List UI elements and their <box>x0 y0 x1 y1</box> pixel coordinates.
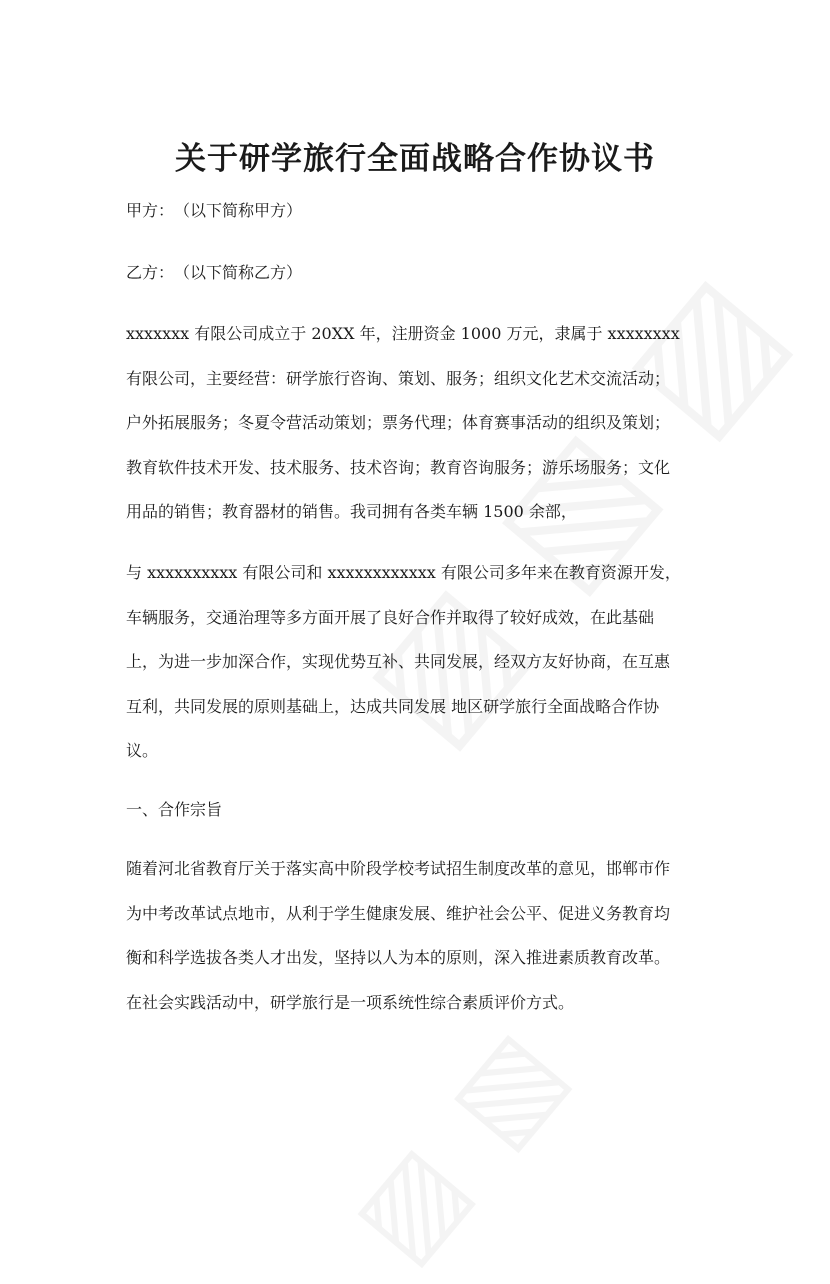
cooperation-paragraph <box>126 551 706 774</box>
paragraph-line: 衡和科学选拔各类人才出发，坚持以人为本的原则，深入推进素质教育改革。 <box>126 948 671 967</box>
party-a-line: 甲方： （以下简称甲方） <box>126 201 303 220</box>
party-b-line: 乙方： （以下简称乙方） <box>126 263 303 282</box>
section1-paragraph <box>126 847 706 1025</box>
paragraph-line: 与 xxxxxxxxxx 有限公司和 xxxxxxxxxxxx 有限公司多年来在教育资源开发， <box>126 563 681 582</box>
paragraph-line: 户外拓展服务；冬夏令营活动策划；票务代理；体育赛事活动的组织及策划； <box>126 413 671 432</box>
paragraph-line: 用品的销售；教育器材的销售。我司拥有各类车辆 1500 余部， <box>126 502 577 521</box>
paragraph-line: 为中考改革试点地市，从利于学生健康发展、维护社会公平、促进义务教育均 <box>126 903 671 923</box>
section-heading: 一、合作宗旨 <box>126 800 223 819</box>
paragraph-line: 上，为进一步加深合作，实现优势互补、共同发展，经双方友好协商，在互惠 <box>126 652 671 671</box>
document-title: 关于研学旅行全面战略合作协议书 <box>175 140 655 177</box>
paragraph-line: 车辆服务，交通治理等多方面开展了良好合作并取得了较好成效，在此基础 <box>126 607 655 627</box>
paragraph-line: 随着河北省教育厅关于落实高中阶段学校考试招生制度改革的意见，邯郸市作 <box>126 859 671 878</box>
paragraph-line: 在社会实践活动中，研学旅行是一项系统性综合素质评价方式。 <box>126 992 575 1012</box>
paragraph-line: 议。 <box>126 741 159 760</box>
paragraph-line: 有限公司，主要经营：研学旅行咨询、策划、服务；组织文化艺术交流活动； <box>126 368 671 388</box>
watermark-logo <box>327 1004 591 1284</box>
paragraph-line: 互利，共同发展的原则基础上，达成共同发展 地区研学旅行全面战略合作协 <box>126 696 660 716</box>
paragraph-line: xxxxxxx 有限公司成立于 20XX 年，注册资金 1000 万元，隶属于 xxxxxxxx <box>126 324 680 343</box>
paragraph-line: 教育软件技术开发、技术服务、技术咨询；教育咨询服务；游乐场服务；文化 <box>126 457 671 477</box>
intro-paragraph <box>126 312 706 535</box>
